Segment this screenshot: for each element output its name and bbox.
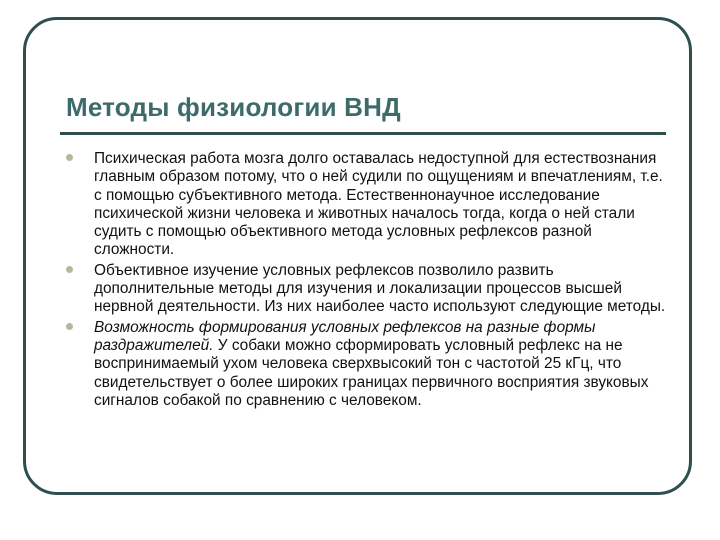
bullet-list bbox=[66, 150, 666, 412]
bullet-body: У собаки можно сформировать условный рефлекс на не воспринимаемый ухом человека сверхвысокий тон с частотой 25 кГц, что свидетельствует о более широких границах первичного восприятия звуковых сигналов собакой по сравнению с человеком. bbox=[94, 336, 649, 409]
list-item bbox=[66, 319, 666, 410]
bullet-dot-icon bbox=[66, 323, 73, 330]
bullet-text: Психическая работа мозга долго оставалась недоступной для естествознания главным образом потому, что о ней судили по ощущениям и впечатлениям, т.е. с помощью субъективного метода. Естественнонаучное исследование психической жизни человека и животных началось тогда, когда о ней стали судить с помощью объективного метода условных рефлексов разной сложности. bbox=[94, 150, 663, 259]
bullet-lead-italic: Возможность формирования условных рефлексов на разные формы раздражителей. bbox=[94, 318, 596, 354]
bullet-dot-icon bbox=[66, 154, 73, 161]
title-divider bbox=[60, 132, 666, 135]
bullet-dot-icon bbox=[66, 266, 73, 273]
list-item bbox=[66, 262, 666, 317]
bullet-text bbox=[94, 319, 666, 410]
slide-title: Методы физиологии ВНД bbox=[66, 92, 401, 122]
list-item bbox=[66, 150, 666, 260]
bullet-text: Объективное изучение условных рефлексов позволило развить дополнительные методы для изучения и локализации процессов высшей нервной деятельности. Из них наиболее часто используют следующие методы. bbox=[94, 261, 666, 316]
